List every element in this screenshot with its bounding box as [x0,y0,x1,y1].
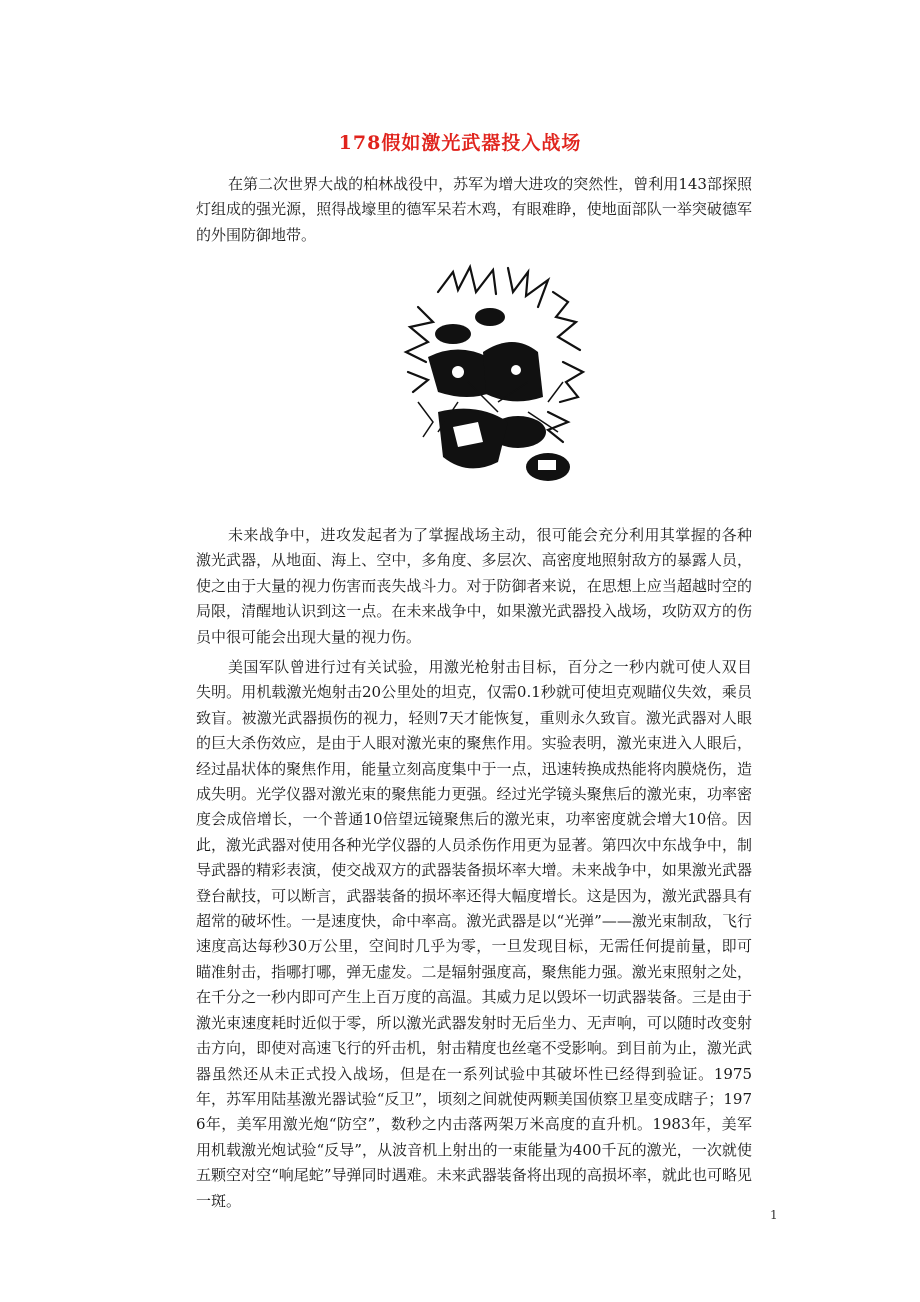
page-title: 178假如激光武器投入战场 [338,132,582,154]
paragraph-future-war: 未来战争中，进攻发起者为了掌握战场主动，很可能会充分利用其掌握的各种激光武器，从地面、海上、空中，多角度、多层次、高密度地照射敌方的暴露人员，使之由于大量的视力伤害而丧失战斗力。对于防御者来说，在思想上应当超越时空的局限，清醒地认识到这一点。在未来战争中，如果激光武器投入战场，攻防双方的伤员中很可能会出现大量的视力伤。 [196,526,752,646]
paragraph-intro: 在第二次世界大战的柏林战役中，苏军为增大进攻的突然性，曾利用143部探照灯组成的强光源，照得战壕里的德军呆若木鸡，有眼难睁，使地面部队一举突破德军的外围防御地带。 [196,175,752,244]
soldiers-illustration [398,262,588,492]
paragraph-experiments: 美国军队曾进行过有关试验，用激光枪射击目标，百分之一秒内就可使人双目失明。用机载激光炮射击20公里处的坦克，仅需0.1秒就可使坦克观瞄仪失效，乘员致盲。被激光武器损伤的视力，轻则7天才能恢复，重则永久致盲。激光武器对人眼的巨大杀伤效应，是由于人眼对激光束的聚焦作用。实验表明，激光束进入人眼后，经过晶状体的聚焦作用，能量立刻高度集中于一点，迅速转换成热能将肉膜烧伤，造成失明。光学仪器对激光束的聚焦能力更强。经过光学镜头聚焦后的激光束，功率密度会成倍增长，一个普通10倍望远镜聚焦后的激光束，功率密度就会增大10倍。因此，激光武器对使用各种光学仪器的人员杀伤作用更为显著。第四次中东战争中，制导武器的精彩表演，使交战双方的武器装备损坏率大增。未来战争中，如果激光武器登台献技，可以断言，武器装备的损坏率还得大幅度增长。这是因为，激光武器具有超常的破坏性。一是速度快，命中率高。激光武器是以“光弹”——激光束制敌，飞行速度高达每秒30万公里，空间时几乎为零，一旦发现目标，无需任何提前量，即可瞄准射击，指哪打哪，弹无虚发。二是辐射强度高，聚焦能力强。激光束照射之处，在千分之一秒内即可产生上百万度的高温。其威力足以毁坏一切武器装备。三是由于激光束速度耗时近似于零，所以激光武器发射时无后坐力、无声响，可以随时改变射击方向，即使对高速飞行的歼击机，射击精度也丝毫不受影响。到目前为止，激光武器虽然还从未正式投入战场，但是在一系列试验中其破坏性已经得到验证。1975年，苏军用陆基激光器试验“反卫”，顷刻之间就使两颗美国侦察卫星变成瞎子；1976年，美军用激光炮“防空”，数秒之内击落两架万米高度的直升机。1983年，美军用机载激光炮试验“反导”，从波音机上射出的一束能量为400千瓦的激光，一次就使五颗空对空“响尾蛇”导弹同时遇难。未来武器装备将出现的高损坏率，就此也可略见一斑。 [196,658,752,1210]
page-number: 1 [770,1208,778,1222]
